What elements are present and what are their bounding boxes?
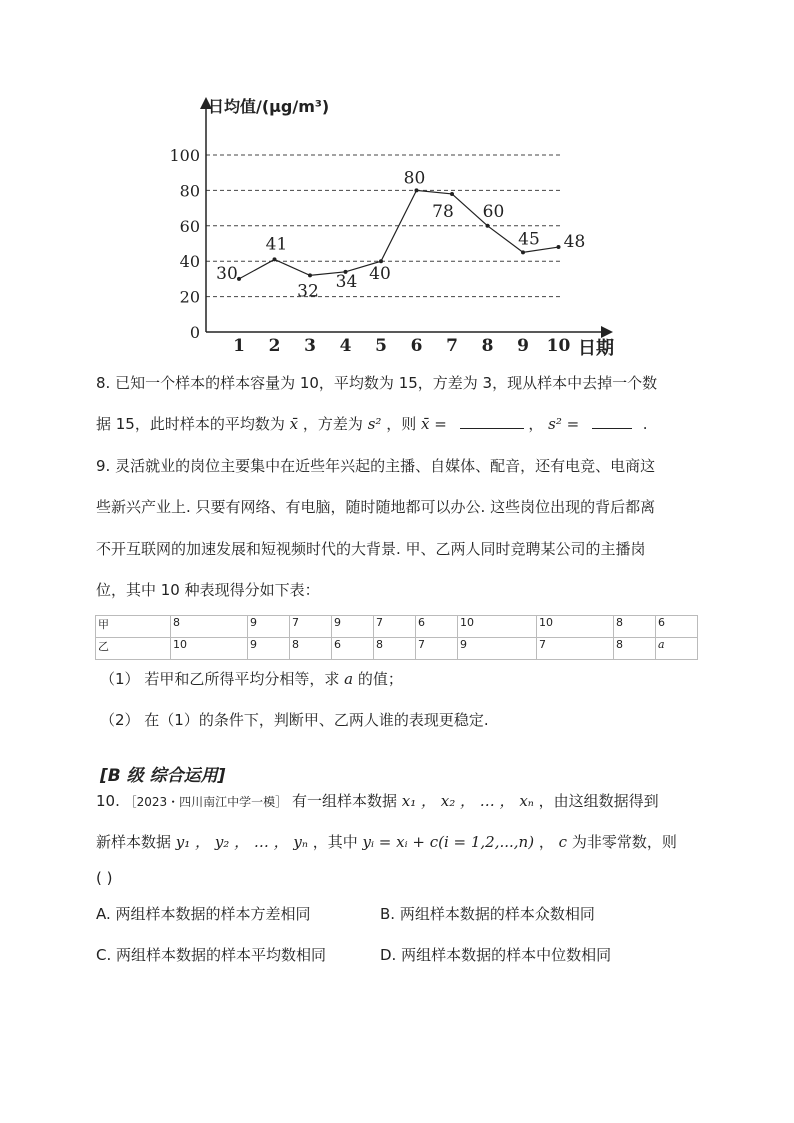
table-cell: 8	[171, 616, 248, 638]
q10-text-a: 有一组样本数据	[291, 792, 397, 810]
table-cell: 乙	[96, 638, 171, 660]
y-tick-label: 100	[169, 146, 200, 165]
x-tick-label: 7	[446, 336, 458, 356]
option-b[interactable]: B. 两组样本数据的样本众数相同	[380, 905, 595, 923]
q10-y-sequence: y₁ ， y₂ ， … ， yₙ	[175, 833, 308, 851]
table-cell: 8	[374, 638, 416, 660]
x-tick-label: 6	[410, 336, 423, 356]
y-axis-title: 日均值/(μg/m³)	[208, 97, 330, 116]
table-cell: 8	[614, 616, 656, 638]
table-cell: 9	[248, 616, 290, 638]
question-9-sub-1	[100, 669, 720, 689]
table-cell: 7	[374, 616, 416, 638]
data-label: 41	[265, 234, 288, 255]
q10-text-c: 新样本数据	[96, 833, 172, 851]
data-point	[450, 192, 454, 196]
question-8-line-2	[96, 414, 716, 434]
question-9-line-3: 不开互联网的加速发展和短视频时代的大背景. 甲、乙两人同时竞聘某公司的主播岗	[96, 540, 646, 558]
q8-s2: s²	[367, 415, 382, 433]
q10-answer-paren[interactable]: ( )	[96, 869, 113, 887]
x-tick-label: 5	[375, 336, 387, 356]
q8-s2-eq: s² =	[548, 415, 580, 433]
data-labels	[216, 168, 585, 301]
x-axis-title: 日期	[578, 338, 614, 359]
q10-number: 10.	[96, 792, 120, 810]
question-9-sub-2: （2） 在（1）的条件下，判断甲、乙两人谁的表现更稳定.	[100, 711, 489, 729]
x-tick-labels	[233, 336, 570, 356]
question-8-line-1: 8. 已知一个样本的样本容量为 10，平均数为 15，方差为 3，现从样本中去掉一个数	[96, 374, 658, 392]
q10-source: ［2023・四川南江中学一模］	[124, 795, 288, 809]
section-title: [B 级 综合运用]	[100, 766, 226, 786]
table-row	[96, 638, 698, 660]
line-chart	[160, 90, 630, 360]
x-tick-label: 3	[304, 336, 316, 356]
data-label: 80	[403, 168, 426, 189]
data-point	[415, 188, 419, 192]
table-row	[96, 616, 698, 638]
y-tick-label: 60	[179, 216, 200, 236]
y-tick-label: 40	[179, 252, 200, 272]
answer-blank-variance[interactable]	[592, 414, 632, 429]
q8-xbar-eq: x̄ =	[420, 415, 447, 433]
q10-text-d: ，其中	[312, 833, 358, 851]
table-cell: 7	[416, 638, 458, 660]
data-point	[379, 259, 383, 263]
data-label: 60	[482, 201, 505, 222]
x-tick-label: 10	[546, 336, 571, 356]
table-cell: 7	[537, 638, 614, 660]
q9-sub1-number: （1）	[100, 670, 140, 688]
q10-formula: yᵢ = xᵢ + c(i = 1,2,...,n)	[362, 833, 535, 851]
q9-sub1-text: 若甲和乙所得平均分相等，求	[144, 670, 340, 688]
q10-c-var: c	[558, 833, 568, 851]
q10-x-sequence: x₁ ， x₂ ， … ， xₙ	[401, 792, 534, 810]
q8-comma: ，	[528, 415, 544, 433]
answer-blank-mean[interactable]	[460, 414, 524, 429]
q8-period: .	[642, 415, 648, 433]
data-point	[308, 273, 312, 277]
y-tick-label: 80	[179, 181, 200, 201]
data-point	[273, 257, 277, 261]
question-10-line-1	[96, 791, 716, 812]
x-tick-label: 4	[339, 336, 352, 356]
q8-text-b: ，方差为	[302, 415, 363, 433]
table-cell: 10	[171, 638, 248, 660]
table-cell: 10	[537, 616, 614, 638]
question-9-line-4: 位，其中 10 种表现得分如下表：	[96, 581, 320, 599]
data-label: 40	[369, 264, 391, 285]
table-cell: 9	[248, 638, 290, 660]
data-point	[557, 245, 561, 249]
table-cell: 6	[416, 616, 458, 638]
q8-text-c: ，则	[386, 415, 417, 433]
question-9-line-2: 些新兴产业上. 只要有网络、有电脑，随时随地都可以办公. 这些岗位出现的背后都离	[96, 498, 656, 516]
table-cell: 8	[614, 638, 656, 660]
x-tick-label: 1	[233, 336, 245, 356]
x-tick-label: 2	[268, 336, 281, 356]
table-cell: 甲	[96, 616, 171, 638]
question-10-line-2	[96, 832, 716, 852]
q9-sub1-var: a	[344, 670, 354, 688]
option-c[interactable]: C. 两组样本数据的样本平均数相同	[96, 946, 327, 964]
x-tick-label: 8	[481, 336, 494, 356]
table-cell: 10	[458, 616, 537, 638]
y-tick-label: 20	[179, 287, 200, 307]
q10-text-b: ，由这组数据得到	[538, 792, 659, 810]
score-table	[95, 615, 698, 660]
data-label: 30	[216, 263, 238, 284]
question-9-line-1: 9. 灵活就业的岗位主要集中在近些年兴起的主播、自媒体、配音，还有电竞、电商这	[96, 457, 656, 475]
data-point	[486, 224, 490, 228]
data-label: 78	[432, 201, 454, 222]
table-cell: 9	[458, 638, 537, 660]
q8-xbar: x̄	[289, 415, 299, 433]
q10-text-f: 为非零常数，则	[571, 833, 677, 851]
table-cell: 6	[656, 616, 698, 638]
data-label: 32	[297, 281, 319, 302]
table-cell: 7	[290, 616, 332, 638]
y-tick-label: 0	[189, 323, 200, 342]
x-tick-label: 9	[517, 336, 529, 356]
table-cell: a	[656, 638, 698, 660]
option-a[interactable]: A. 两组样本数据的样本方差相同	[96, 905, 311, 923]
option-d[interactable]: D. 两组样本数据的样本中位数相同	[380, 946, 612, 964]
y-tick-labels	[169, 146, 200, 342]
table-cell: 6	[332, 638, 374, 660]
data-point	[521, 250, 525, 254]
q8-text-a: 据 15，此时样本的平均数为	[96, 415, 285, 433]
q10-text-e: ，	[538, 833, 554, 851]
data-label: 45	[518, 229, 540, 250]
data-label: 34	[335, 271, 358, 292]
table-cell: 9	[332, 616, 374, 638]
table-cell: 8	[290, 638, 332, 660]
q9-sub1-end: 的值；	[357, 670, 403, 688]
data-label: 48	[563, 232, 586, 253]
